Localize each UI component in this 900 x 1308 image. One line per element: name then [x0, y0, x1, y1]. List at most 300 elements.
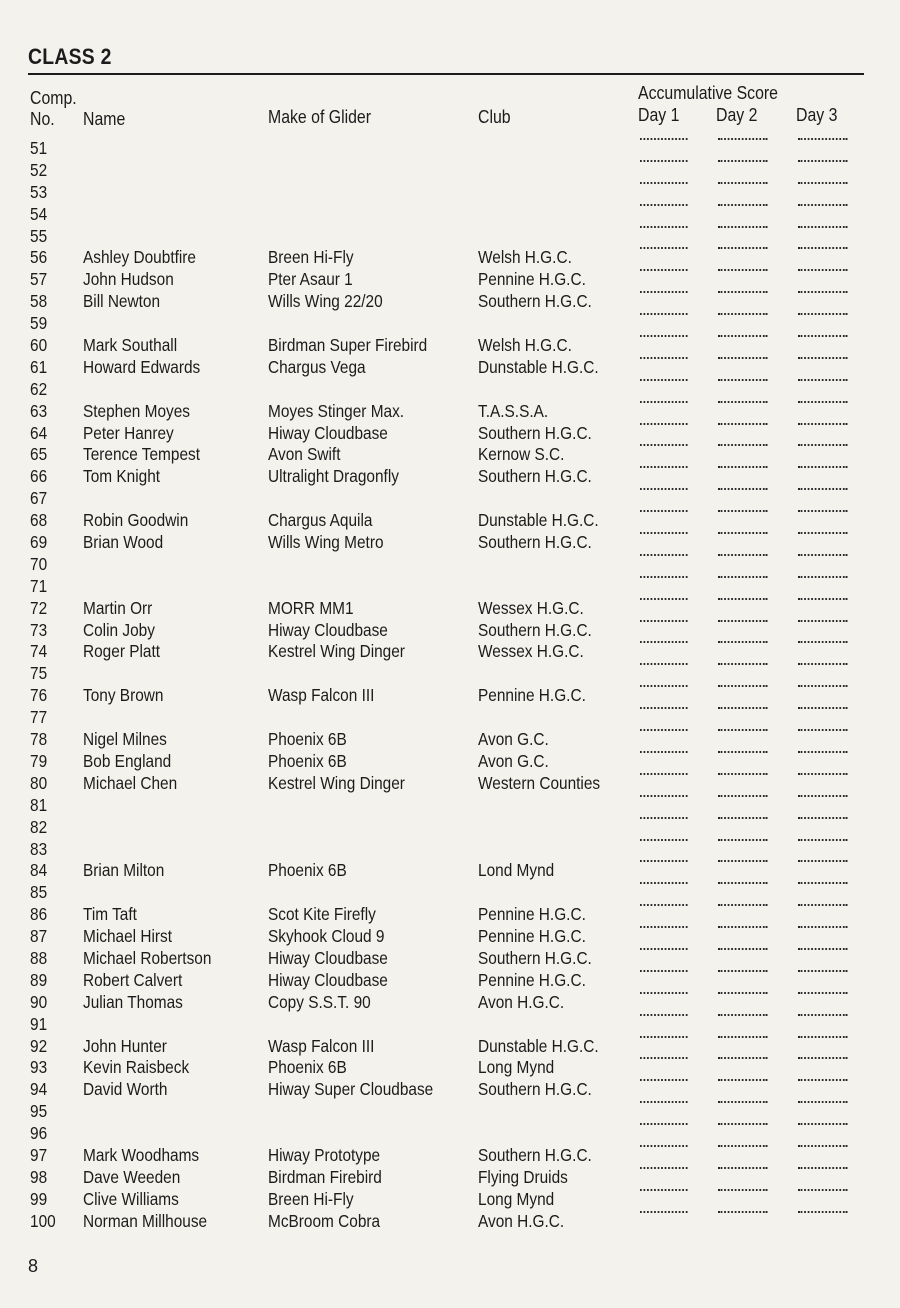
comp-number: 51: [30, 138, 48, 158]
day2-score-blank: [718, 620, 767, 622]
day2-score-blank: [718, 138, 767, 140]
glider-make: Phoenix 6B: [268, 1057, 347, 1078]
entrant-row: [0, 707, 900, 729]
entrant-row: [0, 1036, 900, 1058]
day1-score-blank: [640, 817, 688, 819]
day1-score-blank: [640, 795, 688, 797]
comp-number: 83: [30, 838, 48, 859]
day3-score-blank: [798, 598, 847, 600]
day1-score-blank: [640, 138, 688, 140]
pilot-name: Clive Williams: [83, 1188, 179, 1209]
day3-score-blank: [798, 335, 847, 337]
glider-make: Kestrel Wing Dinger: [268, 641, 405, 662]
glider-make: Ultralight Dragonfly: [268, 466, 399, 487]
class-title: CLASS 2: [28, 44, 112, 69]
entrant-row: [0, 1211, 900, 1233]
pilot-name: Brian Wood: [83, 532, 164, 553]
entrant-row: [0, 313, 900, 335]
glider-make: Wills Wing Metro: [268, 532, 384, 553]
day3-score-blank: [798, 620, 847, 622]
day3-score-blank: [798, 313, 847, 315]
glider-make: Wasp Falcon III: [268, 1035, 375, 1056]
pilot-name: David Worth: [83, 1079, 168, 1100]
entrant-row: [0, 532, 900, 554]
day1-score-blank: [640, 992, 688, 994]
club-name: Dunstable H.G.C.: [478, 1035, 599, 1056]
glider-make: Hiway Cloudbase: [268, 619, 388, 640]
pilot-name: Robin Goodwin: [83, 510, 189, 531]
glider-make: Hiway Cloudbase: [268, 947, 388, 968]
comp-number: 91: [30, 1013, 48, 1034]
day1-score-blank: [640, 948, 688, 950]
club-name: Pennine H.G.C.: [478, 269, 586, 290]
glider-make: Chargus Aquila: [268, 510, 373, 531]
day3-score-blank: [798, 138, 847, 140]
glider-make: Hiway Cloudbase: [268, 969, 388, 990]
glider-make: Birdman Super Firebird: [268, 335, 428, 356]
club-name: Western Counties: [478, 772, 601, 793]
club-name: Southern H.G.C.: [478, 1144, 592, 1165]
no-header: No.: [30, 109, 55, 129]
pilot-name: Kevin Raisbeck: [83, 1057, 190, 1078]
entrant-row: [0, 401, 900, 423]
comp-number: 65: [30, 444, 48, 465]
entrant-row: [0, 554, 900, 576]
club-name: Southern H.G.C.: [478, 619, 592, 640]
pilot-name: Julian Thomas: [83, 991, 183, 1012]
day3-score-blank: [798, 685, 847, 687]
comp-number: 75: [30, 663, 48, 684]
pilot-name: Roger Platt: [83, 641, 161, 662]
day2-score-blank: [718, 641, 767, 643]
pilot-name: Norman Millhouse: [83, 1210, 208, 1231]
club-name: Lond Mynd: [478, 860, 555, 881]
day1-score-blank: [640, 379, 688, 381]
day2-score-blank: [718, 663, 767, 665]
glider-make: McBroom Cobra: [268, 1210, 381, 1231]
entrant-row: [0, 466, 900, 488]
pilot-name: Howard Edwards: [83, 356, 201, 377]
entrant-row: [0, 729, 900, 751]
comp-number: 86: [30, 904, 48, 925]
comp-number: 89: [30, 969, 48, 990]
day3-score-blank: [798, 554, 847, 556]
day1-score-blank: [640, 1167, 688, 1169]
day2-score-blank: [718, 751, 767, 753]
glider-make: Chargus Vega: [268, 356, 366, 377]
glider-make: Phoenix 6B: [268, 860, 347, 881]
day1-score-blank: [640, 1123, 688, 1125]
comp-number: 92: [30, 1035, 48, 1056]
day1-score-blank: [640, 1036, 688, 1038]
day1-score-blank: [640, 1079, 688, 1081]
day3-score-blank: [798, 160, 847, 162]
comp-number: 85: [30, 882, 48, 903]
club-name: Avon G.C.: [478, 750, 549, 771]
day2-score-blank: [718, 882, 767, 884]
day2-score-blank: [718, 598, 767, 600]
club-name: Dunstable H.G.C.: [478, 510, 599, 531]
day1-score-blank: [640, 423, 688, 425]
day1-header: Day 1: [638, 105, 680, 125]
glider-make: Wasp Falcon III: [268, 685, 375, 706]
club-name: Pennine H.G.C.: [478, 904, 586, 925]
pilot-name: Dave Weeden: [83, 1166, 181, 1187]
club-name: Southern H.G.C.: [478, 947, 592, 968]
day1-score-blank: [640, 204, 688, 206]
club-name: Kernow S.C.: [478, 444, 565, 465]
day2-score-blank: [718, 466, 767, 468]
pilot-name: Peter Hanrey: [83, 422, 174, 443]
day3-score-blank: [798, 904, 847, 906]
day3-score-blank: [798, 926, 847, 928]
club-name: Dunstable H.G.C.: [478, 356, 599, 377]
comp-number: 59: [30, 313, 48, 334]
day3-score-blank: [798, 1123, 847, 1125]
comp-number: 58: [30, 291, 48, 312]
day2-score-blank: [718, 795, 767, 797]
comp-number: 79: [30, 750, 48, 771]
day2-score-blank: [718, 576, 767, 578]
comp-number: 61: [30, 356, 48, 377]
entrant-row: [0, 685, 900, 707]
club-header: Club: [478, 107, 511, 127]
entrant-row: [0, 576, 900, 598]
day2-score-blank: [718, 1057, 767, 1059]
entrant-row: [0, 138, 900, 160]
glider-make: Wills Wing 22/20: [268, 291, 383, 312]
day2-score-blank: [718, 1123, 767, 1125]
day1-score-blank: [640, 685, 688, 687]
day1-score-blank: [640, 904, 688, 906]
club-name: Avon H.G.C.: [478, 991, 565, 1012]
entrant-row: [0, 488, 900, 510]
club-name: Long Mynd: [478, 1188, 555, 1209]
entrant-row: [0, 160, 900, 182]
comp-number: 71: [30, 575, 48, 596]
entrant-row: [0, 335, 900, 357]
entrant-row: [0, 247, 900, 269]
day3-header: Day 3: [796, 105, 838, 125]
day3-score-blank: [798, 444, 847, 446]
day3-score-blank: [798, 204, 847, 206]
comp-number: 56: [30, 247, 48, 268]
comp-number: 90: [30, 991, 48, 1012]
day3-score-blank: [798, 1079, 847, 1081]
entrant-row: [0, 1101, 900, 1123]
day2-score-blank: [718, 291, 767, 293]
day2-score-blank: [718, 423, 767, 425]
day1-score-blank: [640, 532, 688, 534]
entrant-row: [0, 992, 900, 1014]
day3-score-blank: [798, 729, 847, 731]
day1-score-blank: [640, 510, 688, 512]
entrant-row: [0, 1189, 900, 1211]
entrant-row: [0, 926, 900, 948]
comp-number: 52: [30, 159, 48, 180]
day2-score-blank: [718, 1211, 767, 1213]
day1-score-blank: [640, 970, 688, 972]
day2-score-blank: [718, 817, 767, 819]
day2-score-blank: [718, 401, 767, 403]
glider-make: Hiway Cloudbase: [268, 422, 388, 443]
comp-number: 82: [30, 816, 48, 837]
day2-score-blank: [718, 1167, 767, 1169]
day1-score-blank: [640, 882, 688, 884]
comp-number: 94: [30, 1079, 48, 1100]
club-name: Avon H.G.C.: [478, 1210, 565, 1231]
day1-score-blank: [640, 641, 688, 643]
club-name: Welsh H.G.C.: [478, 247, 572, 268]
glider-make: Phoenix 6B: [268, 729, 347, 750]
comp-number: 55: [30, 225, 48, 246]
comp-number: 78: [30, 729, 48, 750]
comp-number: 54: [30, 203, 48, 224]
club-name: Wessex H.G.C.: [478, 641, 584, 662]
day3-score-blank: [798, 707, 847, 709]
day1-score-blank: [640, 1101, 688, 1103]
day2-score-blank: [718, 160, 767, 162]
day2-score-blank: [718, 182, 767, 184]
day1-score-blank: [640, 269, 688, 271]
day3-score-blank: [798, 817, 847, 819]
entrant-row: [0, 663, 900, 685]
pilot-name: Martin Orr: [83, 597, 153, 618]
day1-score-blank: [640, 773, 688, 775]
glider-header: Make of Glider: [268, 107, 372, 127]
club-name: Wessex H.G.C.: [478, 597, 584, 618]
day2-score-blank: [718, 1189, 767, 1191]
day2-score-blank: [718, 948, 767, 950]
day3-score-blank: [798, 751, 847, 753]
day2-score-blank: [718, 1014, 767, 1016]
day3-score-blank: [798, 970, 847, 972]
comp-number: 74: [30, 641, 48, 662]
day1-score-blank: [640, 729, 688, 731]
header-rule: [28, 73, 864, 75]
pilot-name: John Hunter: [83, 1035, 167, 1056]
pilot-name: Michael Hirst: [83, 926, 173, 947]
day2-score-blank: [718, 707, 767, 709]
entrant-row: [0, 423, 900, 445]
glider-make: Breen Hi-Fly: [268, 1188, 354, 1209]
day2-score-blank: [718, 1079, 767, 1081]
day3-score-blank: [798, 992, 847, 994]
comp-number: 95: [30, 1101, 48, 1122]
pilot-name: Mark Southall: [83, 335, 178, 356]
entrant-row: [0, 598, 900, 620]
day3-score-blank: [798, 1014, 847, 1016]
day3-score-blank: [798, 1211, 847, 1213]
entrant-row: [0, 269, 900, 291]
day3-score-blank: [798, 1145, 847, 1147]
day3-score-blank: [798, 1167, 847, 1169]
pilot-name: Mark Woodhams: [83, 1144, 200, 1165]
comp-number: 97: [30, 1144, 48, 1165]
glider-make: Hiway Super Cloudbase: [268, 1079, 434, 1100]
day3-score-blank: [798, 182, 847, 184]
entrant-row: [0, 860, 900, 882]
day3-score-blank: [798, 1189, 847, 1191]
entrant-row: [0, 882, 900, 904]
club-name: Avon G.C.: [478, 729, 549, 750]
club-name: Pennine H.G.C.: [478, 926, 586, 947]
comp-number: 53: [30, 181, 48, 202]
pilot-name: Brian Milton: [83, 860, 165, 881]
glider-make: Kestrel Wing Dinger: [268, 772, 405, 793]
day2-score-blank: [718, 335, 767, 337]
comp-number: 77: [30, 707, 48, 728]
day2-score-blank: [718, 773, 767, 775]
day1-score-blank: [640, 860, 688, 862]
entrant-row: [0, 1057, 900, 1079]
day1-score-blank: [640, 291, 688, 293]
pilot-name: Colin Joby: [83, 619, 155, 640]
day3-score-blank: [798, 510, 847, 512]
club-name: Southern H.G.C.: [478, 1079, 592, 1100]
day2-header: Day 2: [716, 105, 758, 125]
day1-score-blank: [640, 598, 688, 600]
club-name: Southern H.G.C.: [478, 532, 592, 553]
day2-score-blank: [718, 1145, 767, 1147]
comp-number: 66: [30, 466, 48, 487]
day2-score-blank: [718, 313, 767, 315]
comp-number: 73: [30, 619, 48, 640]
entrant-row: [0, 970, 900, 992]
comp-number: 84: [30, 860, 48, 881]
comp-number: 57: [30, 269, 48, 290]
day1-score-blank: [640, 1189, 688, 1191]
comp-number: 100: [30, 1210, 56, 1231]
club-name: Pennine H.G.C.: [478, 969, 586, 990]
day1-score-blank: [640, 554, 688, 556]
day1-score-blank: [640, 1145, 688, 1147]
day3-score-blank: [798, 1057, 847, 1059]
comp-number: 87: [30, 926, 48, 947]
day1-score-blank: [640, 160, 688, 162]
day1-score-blank: [640, 444, 688, 446]
comp-number: 99: [30, 1188, 48, 1209]
day2-score-blank: [718, 204, 767, 206]
glider-make: Phoenix 6B: [268, 750, 347, 771]
day2-score-blank: [718, 379, 767, 381]
glider-make: Avon Swift: [268, 444, 341, 465]
comp-number: 70: [30, 553, 48, 574]
day1-score-blank: [640, 707, 688, 709]
day2-score-blank: [718, 685, 767, 687]
club-name: Southern H.G.C.: [478, 291, 592, 312]
comp-number: 60: [30, 335, 48, 356]
day3-score-blank: [798, 860, 847, 862]
comp-number: 96: [30, 1123, 48, 1144]
day2-score-blank: [718, 269, 767, 271]
day2-score-blank: [718, 357, 767, 359]
day3-score-blank: [798, 379, 847, 381]
entrant-row: [0, 641, 900, 663]
day3-score-blank: [798, 423, 847, 425]
day1-score-blank: [640, 839, 688, 841]
day3-score-blank: [798, 226, 847, 228]
comp-header: Comp.: [30, 88, 77, 108]
club-name: Southern H.G.C.: [478, 466, 592, 487]
comp-number: 72: [30, 597, 48, 618]
glider-make: Copy S.S.T. 90: [268, 991, 371, 1012]
pilot-name: Stephen Moyes: [83, 400, 191, 421]
pilot-name: Tim Taft: [83, 904, 137, 925]
glider-make: Moyes Stinger Max.: [268, 400, 405, 421]
glider-make: Scot Kite Firefly: [268, 904, 376, 925]
pilot-name: Terence Tempest: [83, 444, 200, 465]
entrant-row: [0, 1123, 900, 1145]
entrant-row: [0, 357, 900, 379]
comp-number: 93: [30, 1057, 48, 1078]
entrant-row: [0, 291, 900, 313]
comp-number: 67: [30, 488, 48, 509]
entrant-row: [0, 839, 900, 861]
entrant-row: [0, 1145, 900, 1167]
day2-score-blank: [718, 992, 767, 994]
day1-score-blank: [640, 751, 688, 753]
club-name: Welsh H.G.C.: [478, 335, 572, 356]
day1-score-blank: [640, 576, 688, 578]
day3-score-blank: [798, 401, 847, 403]
day1-score-blank: [640, 357, 688, 359]
entrant-row: [0, 817, 900, 839]
day1-score-blank: [640, 1057, 688, 1059]
glider-make: Skyhook Cloud 9: [268, 926, 385, 947]
day1-score-blank: [640, 335, 688, 337]
day3-score-blank: [798, 663, 847, 665]
glider-make: Breen Hi-Fly: [268, 247, 354, 268]
day2-score-blank: [718, 444, 767, 446]
day2-score-blank: [718, 970, 767, 972]
entrant-row: [0, 444, 900, 466]
day2-score-blank: [718, 510, 767, 512]
day3-score-blank: [798, 357, 847, 359]
day2-score-blank: [718, 1101, 767, 1103]
entrants-list: [0, 138, 900, 1233]
day2-score-blank: [718, 729, 767, 731]
day3-score-blank: [798, 773, 847, 775]
day3-score-blank: [798, 1101, 847, 1103]
entrant-row: [0, 182, 900, 204]
entrant-row: [0, 1167, 900, 1189]
day3-score-blank: [798, 1036, 847, 1038]
club-name: Flying Druids: [478, 1166, 568, 1187]
day3-score-blank: [798, 466, 847, 468]
club-name: Pennine H.G.C.: [478, 685, 586, 706]
day3-score-blank: [798, 532, 847, 534]
day3-score-blank: [798, 488, 847, 490]
glider-make: MORR MM1: [268, 597, 354, 618]
day1-score-blank: [640, 1211, 688, 1213]
comp-number: 98: [30, 1166, 48, 1187]
entrant-row: [0, 226, 900, 248]
club-name: Long Mynd: [478, 1057, 555, 1078]
day3-score-blank: [798, 291, 847, 293]
entrant-row: [0, 204, 900, 226]
pilot-name: Bob England: [83, 750, 172, 771]
day2-score-blank: [718, 926, 767, 928]
day1-score-blank: [640, 620, 688, 622]
day3-score-blank: [798, 576, 847, 578]
pilot-name: Tom Knight: [83, 466, 161, 487]
entrant-row: [0, 1079, 900, 1101]
day3-score-blank: [798, 839, 847, 841]
comp-number: 63: [30, 400, 48, 421]
entrant-row: [0, 795, 900, 817]
pilot-name: Nigel Milnes: [83, 729, 167, 750]
